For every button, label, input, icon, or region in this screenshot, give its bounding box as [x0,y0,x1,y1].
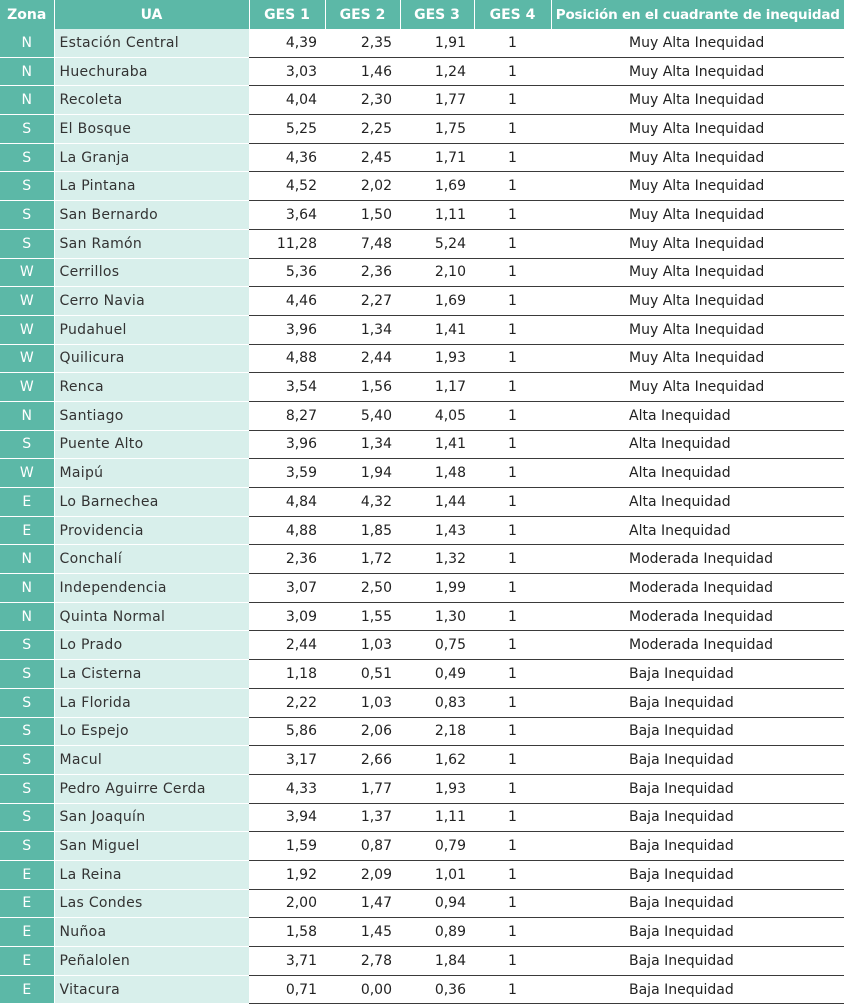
ges2-cell: 2,36 [325,258,400,287]
zone-cell: S [0,832,54,861]
ges1-cell: 2,36 [249,545,325,574]
ua-name-cell: San Joaquín [54,803,249,832]
zone-cell: E [0,488,54,517]
ges2-cell: 1,03 [325,631,400,660]
ua-name-cell: La Florida [54,688,249,717]
ges4-cell: 1 [474,172,551,201]
ges2-cell: 2,09 [325,860,400,889]
ges3-cell: 1,71 [400,143,474,172]
table-row [0,459,844,488]
ua-name-cell: La Cisterna [54,660,249,689]
position-cell: Muy Alta Inequidad [551,86,844,115]
ges4-cell: 1 [474,860,551,889]
ges3-cell: 1,75 [400,115,474,144]
table-row [0,315,844,344]
position-cell: Alta Inequidad [551,430,844,459]
ges1-cell: 3,96 [249,315,325,344]
zone-cell: N [0,29,54,57]
ua-name-cell: Quilicura [54,344,249,373]
ges4-cell: 1 [474,201,551,230]
zone-cell: E [0,947,54,976]
ua-name-cell: Puente Alto [54,430,249,459]
ges4-cell: 1 [474,315,551,344]
position-cell: Muy Alta Inequidad [551,315,844,344]
ua-name-cell: Quinta Normal [54,602,249,631]
ges4-cell: 1 [474,832,551,861]
ua-name-cell: Macul [54,746,249,775]
zone-cell: S [0,143,54,172]
ges1-cell: 5,25 [249,115,325,144]
ges1-cell: 1,18 [249,660,325,689]
table-row [0,860,844,889]
position-cell: Baja Inequidad [551,660,844,689]
ua-name-cell: Independencia [54,574,249,603]
position-cell: Baja Inequidad [551,774,844,803]
ges4-cell: 1 [474,401,551,430]
ges4-cell: 1 [474,344,551,373]
ges2-cell: 1,03 [325,688,400,717]
ges1-cell: 4,36 [249,143,325,172]
ges2-cell: 2,66 [325,746,400,775]
zone-cell: E [0,516,54,545]
position-cell: Muy Alta Inequidad [551,143,844,172]
table-row [0,86,844,115]
zone-cell: S [0,115,54,144]
position-cell: Alta Inequidad [551,516,844,545]
position-cell: Alta Inequidad [551,401,844,430]
table-row [0,401,844,430]
position-cell: Muy Alta Inequidad [551,373,844,402]
ges2-cell: 1,45 [325,918,400,947]
ges3-cell: 1,24 [400,57,474,86]
table-row [0,803,844,832]
position-cell: Alta Inequidad [551,459,844,488]
ges1-cell: 2,00 [249,889,325,918]
ua-name-cell: Conchalí [54,545,249,574]
ges3-cell: 2,10 [400,258,474,287]
ges1-cell: 3,17 [249,746,325,775]
ges1-cell: 5,36 [249,258,325,287]
ges3-cell: 0,89 [400,918,474,947]
ges3-cell: 1,30 [400,602,474,631]
position-cell: Baja Inequidad [551,860,844,889]
header-position: Posición en el cuadrante de inequidad [551,0,844,29]
ua-name-cell: Estación Central [54,29,249,57]
ua-name-cell: La Pintana [54,172,249,201]
ges2-cell: 1,85 [325,516,400,545]
ua-name-cell: Santiago [54,401,249,430]
zone-cell: W [0,373,54,402]
ges4-cell: 1 [474,57,551,86]
ua-name-cell: San Miguel [54,832,249,861]
zone-cell: W [0,287,54,316]
ua-name-cell: Pudahuel [54,315,249,344]
ges2-cell: 1,50 [325,201,400,230]
ges1-cell: 4,52 [249,172,325,201]
ges4-cell: 1 [474,918,551,947]
table-row [0,516,844,545]
table-row [0,717,844,746]
ua-name-cell: Las Condes [54,889,249,918]
ges3-cell: 1,11 [400,803,474,832]
table-row [0,373,844,402]
ges2-cell: 2,50 [325,574,400,603]
ges4-cell: 1 [474,631,551,660]
ges3-cell: 1,01 [400,860,474,889]
ges4-cell: 1 [474,746,551,775]
ges2-cell: 2,45 [325,143,400,172]
ges2-cell: 2,30 [325,86,400,115]
ges4-cell: 1 [474,947,551,976]
ges2-cell: 0,00 [325,975,400,1004]
position-cell: Moderada Inequidad [551,602,844,631]
zone-cell: S [0,430,54,459]
ges2-cell: 1,55 [325,602,400,631]
ua-name-cell: Cerrillos [54,258,249,287]
ges4-cell: 1 [474,688,551,717]
ges3-cell: 1,93 [400,774,474,803]
table-row [0,57,844,86]
ges3-cell: 1,44 [400,488,474,517]
ges1-cell: 3,71 [249,947,325,976]
ges2-cell: 5,40 [325,401,400,430]
ua-name-cell: La Reina [54,860,249,889]
ges2-cell: 1,47 [325,889,400,918]
ua-name-cell: Pedro Aguirre Cerda [54,774,249,803]
zone-cell: E [0,889,54,918]
table-row [0,430,844,459]
ges2-cell: 1,56 [325,373,400,402]
ges2-cell: 4,32 [325,488,400,517]
ges3-cell: 5,24 [400,229,474,258]
table-row [0,947,844,976]
position-cell: Moderada Inequidad [551,574,844,603]
ges3-cell: 1,69 [400,287,474,316]
ges4-cell: 1 [474,574,551,603]
zone-cell: S [0,172,54,201]
position-cell: Muy Alta Inequidad [551,201,844,230]
ges3-cell: 1,32 [400,545,474,574]
ges3-cell: 1,93 [400,344,474,373]
header-row [0,0,844,29]
ges1-cell: 3,59 [249,459,325,488]
ges2-cell: 2,27 [325,287,400,316]
table-row [0,115,844,144]
table-row [0,143,844,172]
ges4-cell: 1 [474,86,551,115]
zone-cell: E [0,860,54,889]
zone-cell: N [0,574,54,603]
ges1-cell: 0,71 [249,975,325,1004]
ges1-cell: 5,86 [249,717,325,746]
table-row [0,201,844,230]
ges4-cell: 1 [474,430,551,459]
ua-name-cell: Cerro Navia [54,287,249,316]
ges4-cell: 1 [474,803,551,832]
ges4-cell: 1 [474,143,551,172]
ges3-cell: 1,77 [400,86,474,115]
ua-name-cell: Renca [54,373,249,402]
ges1-cell: 2,22 [249,688,325,717]
ua-name-cell: Recoleta [54,86,249,115]
ges2-cell: 2,25 [325,115,400,144]
ges2-cell: 2,44 [325,344,400,373]
ges1-cell: 3,94 [249,803,325,832]
table-row [0,172,844,201]
ges1-cell: 2,44 [249,631,325,660]
ges2-cell: 1,34 [325,430,400,459]
ges4-cell: 1 [474,373,551,402]
table-row [0,287,844,316]
ges3-cell: 1,91 [400,29,474,57]
header-ges3: GES 3 [400,0,474,29]
ges3-cell: 0,75 [400,631,474,660]
position-cell: Moderada Inequidad [551,545,844,574]
position-cell: Muy Alta Inequidad [551,172,844,201]
table-row [0,975,844,1004]
position-cell: Baja Inequidad [551,746,844,775]
table-row [0,229,844,258]
position-cell: Muy Alta Inequidad [551,229,844,258]
zone-cell: N [0,86,54,115]
position-cell: Baja Inequidad [551,717,844,746]
ua-name-cell: Peñalolen [54,947,249,976]
ges4-cell: 1 [474,717,551,746]
position-cell: Muy Alta Inequidad [551,57,844,86]
ges1-cell: 4,88 [249,516,325,545]
header-ges2: GES 2 [325,0,400,29]
zone-cell: E [0,975,54,1004]
position-cell: Baja Inequidad [551,688,844,717]
ges2-cell: 1,77 [325,774,400,803]
ges3-cell: 0,36 [400,975,474,1004]
ges4-cell: 1 [474,602,551,631]
zone-cell: S [0,774,54,803]
zone-cell: S [0,660,54,689]
position-cell: Muy Alta Inequidad [551,344,844,373]
zone-cell: N [0,401,54,430]
header-zona: Zona [0,0,54,29]
ges4-cell: 1 [474,459,551,488]
ges4-cell: 1 [474,488,551,517]
ua-name-cell: Nuñoa [54,918,249,947]
table-row [0,602,844,631]
table-body [0,29,844,1004]
ges4-cell: 1 [474,287,551,316]
zone-cell: S [0,201,54,230]
ges1-cell: 1,59 [249,832,325,861]
position-cell: Baja Inequidad [551,889,844,918]
table-row [0,258,844,287]
ges4-cell: 1 [474,774,551,803]
position-cell: Muy Alta Inequidad [551,115,844,144]
zone-cell: S [0,631,54,660]
ua-name-cell: Vitacura [54,975,249,1004]
zone-cell: W [0,344,54,373]
ges4-cell: 1 [474,29,551,57]
ges2-cell: 1,94 [325,459,400,488]
ges3-cell: 4,05 [400,401,474,430]
ua-name-cell: Providencia [54,516,249,545]
ges1-cell: 1,92 [249,860,325,889]
ges2-cell: 1,72 [325,545,400,574]
zone-cell: W [0,258,54,287]
zone-cell: S [0,746,54,775]
zone-cell: W [0,459,54,488]
ges1-cell: 4,33 [249,774,325,803]
ges3-cell: 0,94 [400,889,474,918]
ges1-cell: 11,28 [249,229,325,258]
ges2-cell: 2,78 [325,947,400,976]
position-cell: Muy Alta Inequidad [551,29,844,57]
zone-cell: W [0,315,54,344]
table-row [0,889,844,918]
ges2-cell: 0,87 [325,832,400,861]
table-row [0,832,844,861]
zone-cell: S [0,229,54,258]
ua-name-cell: La Granja [54,143,249,172]
table-row [0,688,844,717]
ges4-cell: 1 [474,975,551,1004]
ges1-cell: 3,54 [249,373,325,402]
table-row [0,660,844,689]
ges3-cell: 1,11 [400,201,474,230]
ua-name-cell: San Bernardo [54,201,249,230]
ges3-cell: 1,84 [400,947,474,976]
ges2-cell: 1,46 [325,57,400,86]
ges3-cell: 0,79 [400,832,474,861]
ges3-cell: 0,49 [400,660,474,689]
table-row [0,29,844,57]
position-cell: Baja Inequidad [551,947,844,976]
zone-cell: N [0,57,54,86]
ges1-cell: 3,07 [249,574,325,603]
ges1-cell: 4,46 [249,287,325,316]
table-row [0,545,844,574]
ges2-cell: 2,02 [325,172,400,201]
ges3-cell: 1,43 [400,516,474,545]
position-cell: Moderada Inequidad [551,631,844,660]
ges2-cell: 1,37 [325,803,400,832]
position-cell: Baja Inequidad [551,803,844,832]
ges2-cell: 1,34 [325,315,400,344]
header-ges4: GES 4 [474,0,551,29]
ges3-cell: 2,18 [400,717,474,746]
ges3-cell: 1,48 [400,459,474,488]
ges1-cell: 3,96 [249,430,325,459]
position-cell: Baja Inequidad [551,918,844,947]
ges2-cell: 0,51 [325,660,400,689]
ges1-cell: 4,04 [249,86,325,115]
table-row [0,344,844,373]
ua-name-cell: Lo Espejo [54,717,249,746]
ua-name-cell: Lo Barnechea [54,488,249,517]
ges1-cell: 3,03 [249,57,325,86]
ges1-cell: 4,88 [249,344,325,373]
ges2-cell: 7,48 [325,229,400,258]
ua-name-cell: El Bosque [54,115,249,144]
ges4-cell: 1 [474,516,551,545]
ges3-cell: 1,17 [400,373,474,402]
zone-cell: S [0,717,54,746]
ges4-cell: 1 [474,660,551,689]
ges3-cell: 1,41 [400,315,474,344]
ua-name-cell: Huechuraba [54,57,249,86]
ges1-cell: 8,27 [249,401,325,430]
zone-cell: N [0,602,54,631]
ges1-cell: 3,64 [249,201,325,230]
ges2-cell: 2,06 [325,717,400,746]
table-row [0,574,844,603]
zone-cell: S [0,803,54,832]
table-row [0,918,844,947]
ges3-cell: 1,62 [400,746,474,775]
ges1-cell: 4,84 [249,488,325,517]
ges4-cell: 1 [474,115,551,144]
table-row [0,746,844,775]
header-ges1: GES 1 [249,0,325,29]
ges2-cell: 2,35 [325,29,400,57]
ges3-cell: 1,99 [400,574,474,603]
ua-name-cell: Maipú [54,459,249,488]
position-cell: Alta Inequidad [551,488,844,517]
ges3-cell: 0,83 [400,688,474,717]
position-cell: Baja Inequidad [551,975,844,1004]
ges1-cell: 3,09 [249,602,325,631]
ges3-cell: 1,69 [400,172,474,201]
ges4-cell: 1 [474,229,551,258]
zone-cell: N [0,545,54,574]
zone-cell: S [0,688,54,717]
table-row [0,631,844,660]
position-cell: Baja Inequidad [551,832,844,861]
ges3-cell: 1,41 [400,430,474,459]
table-row [0,774,844,803]
header-ua: UA [54,0,249,29]
ges4-cell: 1 [474,889,551,918]
zone-cell: E [0,918,54,947]
ua-name-cell: San Ramón [54,229,249,258]
position-cell: Muy Alta Inequidad [551,258,844,287]
ges4-cell: 1 [474,258,551,287]
ges4-cell: 1 [474,545,551,574]
table-row [0,488,844,517]
ua-name-cell: Lo Prado [54,631,249,660]
ges1-cell: 1,58 [249,918,325,947]
position-cell: Muy Alta Inequidad [551,287,844,316]
ges1-cell: 4,39 [249,29,325,57]
